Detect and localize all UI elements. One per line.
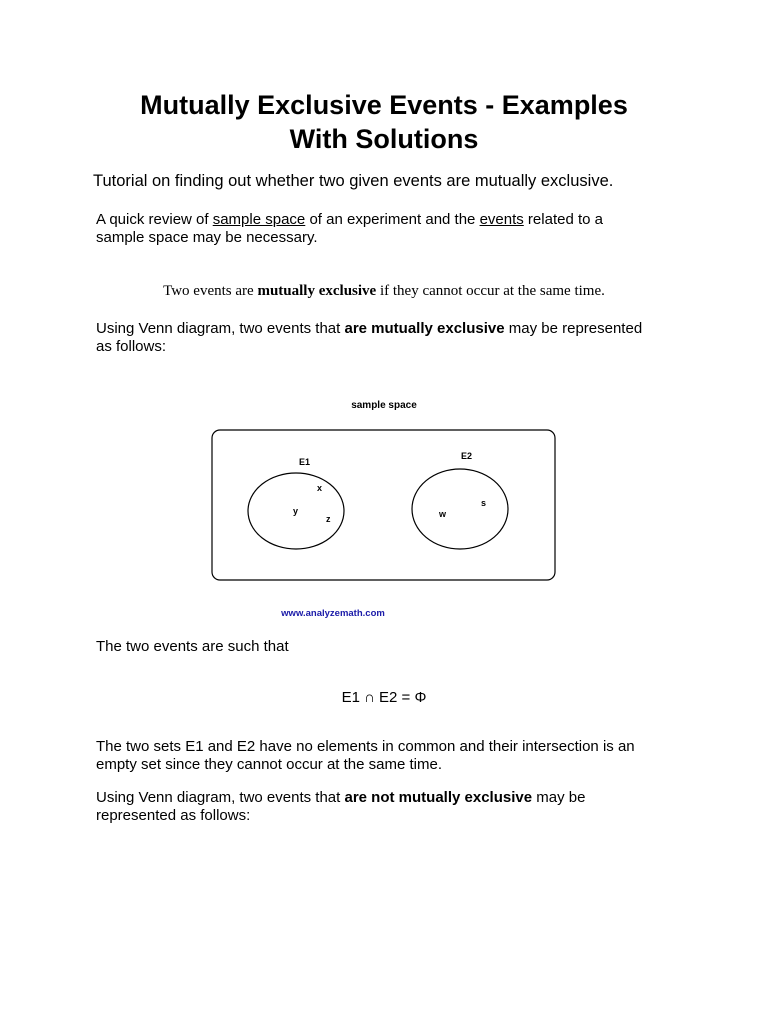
explanation-line-2: empty set since they cannot occur at the same time. bbox=[96, 756, 442, 773]
set-e1-element: x bbox=[317, 483, 323, 493]
review-prefix: A quick review of bbox=[96, 211, 213, 228]
set-e1-element: y bbox=[293, 506, 299, 516]
events-link[interactable]: events bbox=[479, 211, 524, 228]
definition-prefix: Two events are bbox=[163, 283, 258, 299]
set-e1-element: z bbox=[326, 514, 331, 524]
title-line-2: With Solutions bbox=[289, 124, 479, 154]
review-paragraph bbox=[96, 211, 603, 247]
title-line-1: Mutually Exclusive Events - Examples bbox=[140, 90, 628, 120]
intersection-formula: E1 ∩ E2 = Φ bbox=[341, 689, 427, 706]
set-e2-element: s bbox=[481, 498, 487, 508]
set-e2-circle bbox=[412, 469, 508, 549]
page-title bbox=[60, 88, 708, 156]
set-e2-element: w bbox=[439, 509, 447, 519]
definition-term: mutually exclusive bbox=[257, 283, 377, 299]
venn-intro-not-mutually-exclusive bbox=[96, 789, 585, 825]
review-suffix: related to a bbox=[523, 211, 603, 228]
definition bbox=[0, 283, 768, 300]
sample-space-link[interactable]: sample space bbox=[212, 211, 306, 228]
analyzemath-watermark: www.analyzemath.com bbox=[281, 608, 385, 619]
review-line-2: sample space may be necessary. bbox=[96, 229, 318, 246]
definition-suffix: if they cannot occur at the same time. bbox=[376, 283, 605, 299]
venn-intro-2-suffix: may be bbox=[532, 789, 586, 806]
venn-intro-1-line-2: as follows: bbox=[96, 338, 167, 355]
explanation-line-1: The two sets E1 and E2 have no elements in common and their intersection is an bbox=[96, 738, 635, 755]
set-e1-label: E1 bbox=[299, 457, 311, 467]
venn-intro-1-prefix: Using Venn diagram, two events that bbox=[96, 320, 345, 337]
venn-intro-1-emphasis: are mutually exclusive bbox=[344, 320, 505, 337]
venn-intro-mutually-exclusive bbox=[96, 320, 642, 356]
venn-intro-1-suffix: may be represented bbox=[504, 320, 643, 337]
statement: The two events are such that bbox=[96, 638, 289, 655]
venn-intro-2-emphasis: are not mutually exclusive bbox=[344, 789, 533, 806]
review-middle: of an experiment and the bbox=[305, 211, 480, 228]
sample-space-box bbox=[212, 430, 555, 580]
subtitle: Tutorial on finding out whether two given events are mutually exclusive. bbox=[93, 172, 614, 190]
venn-diagram bbox=[210, 428, 560, 584]
explanation-paragraph bbox=[96, 738, 635, 774]
set-e2-label: E2 bbox=[461, 451, 473, 461]
venn-intro-2-prefix: Using Venn diagram, two events that bbox=[96, 789, 345, 806]
venn-intro-2-line-2: represented as follows: bbox=[96, 807, 251, 824]
figure-caption: sample space bbox=[351, 400, 417, 411]
